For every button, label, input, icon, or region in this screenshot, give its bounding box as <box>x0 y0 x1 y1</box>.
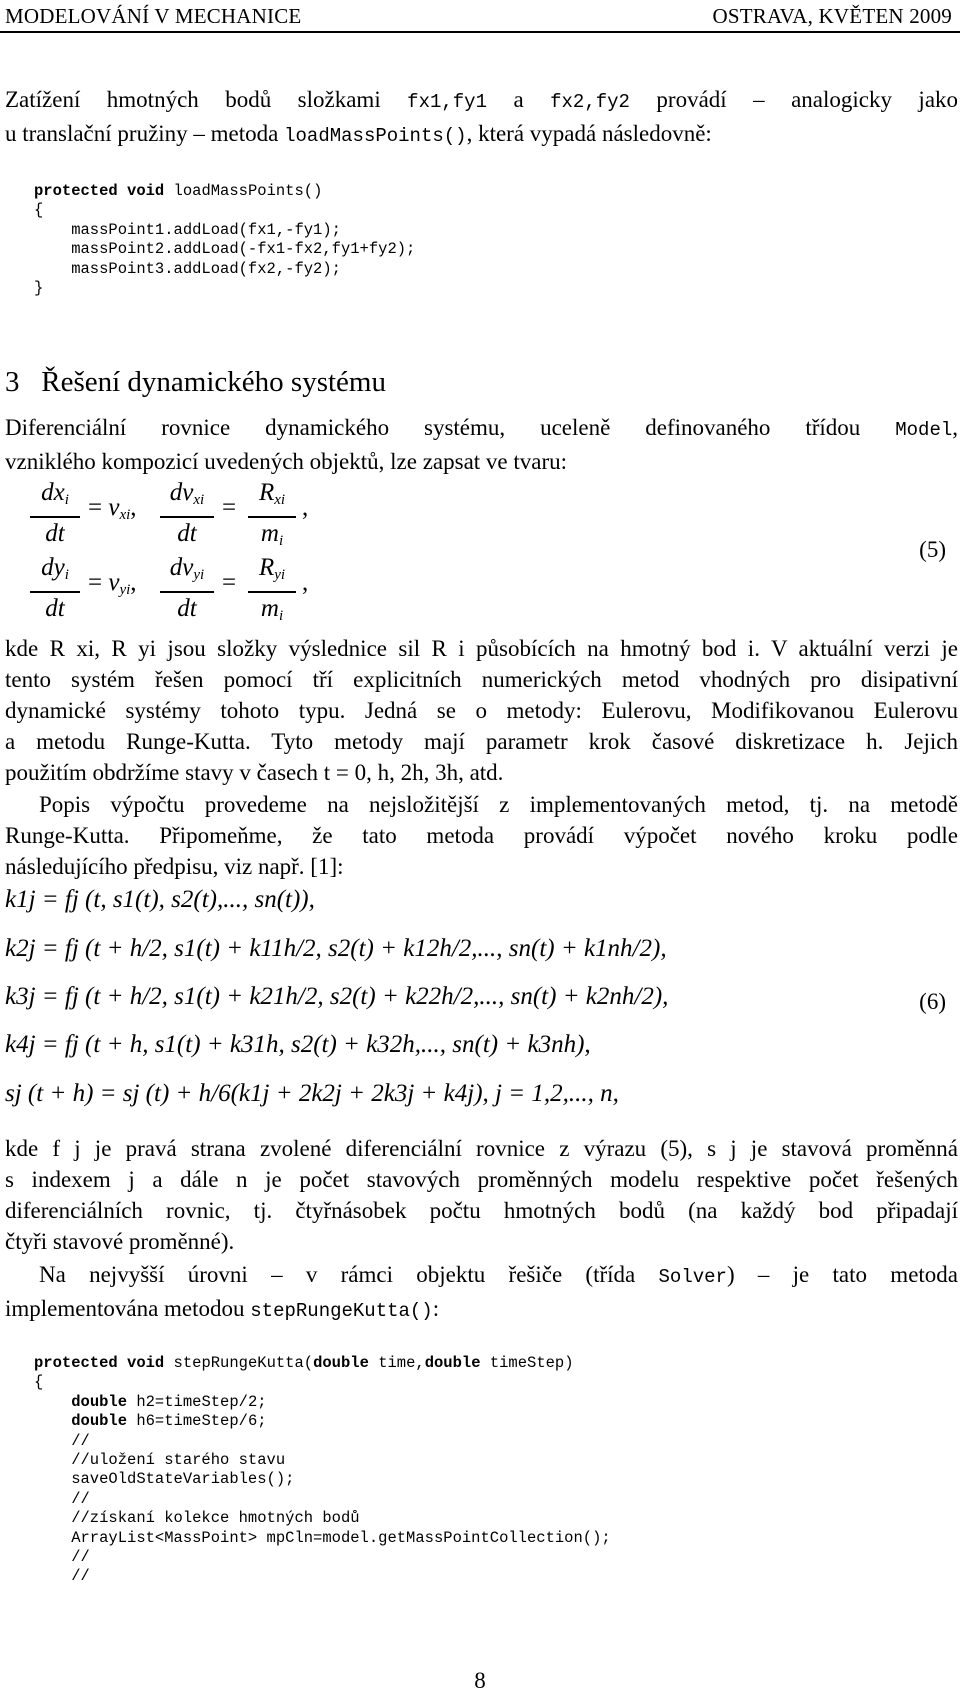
code-line: protected void stepRungeKutta(double time,double timeStep) <box>34 1354 574 1372</box>
para-text: , <box>952 415 958 440</box>
para-line: použitím obdržíme stavy v časech t = 0, h, 2h, 3h, atd. <box>5 760 504 785</box>
page-number: 8 <box>474 1668 486 1693</box>
para-text: : <box>432 1296 440 1321</box>
code-line: protected void loadMassPoints() <box>34 182 323 200</box>
para-line: Runge-Kutta. Připomeňme, že tato metoda provádí výpočet nového kroku podle <box>5 823 958 848</box>
code-line: ArrayList<MassPoint> mpCln=model.getMassPointCollection(); <box>34 1528 611 1547</box>
intro-text: a <box>513 87 524 112</box>
equation-number-6: (6) <box>919 989 946 1014</box>
code-line: massPoint1.addLoad(fx1,-fy1); <box>34 220 341 239</box>
para-line: dynamické systémy tohoto typu. Jedná se o metody: Eulerovu, Modifikovanou Eulerovu <box>5 698 958 723</box>
eq5-equals: = <box>222 569 237 596</box>
para-line: Popis výpočtu provedeme na nejsložitější z implementovaných metod, tj. na metodě <box>39 792 958 817</box>
section-number: 3 <box>5 366 20 398</box>
para-line <box>5 412 958 446</box>
code-line: // <box>34 1431 90 1450</box>
code-block-steprungekutta <box>34 1354 611 1587</box>
code-inline: stepRungeKutta() <box>250 1300 433 1322</box>
para-line: s indexem j a dále n je počet stavových proměnných modelu respektive počet řešených <box>5 1167 958 1192</box>
para-line: tento systém řešen pomocí tří explicitních numerických metod vhodných pro disipativní <box>5 667 958 692</box>
section-title: Řešení dynamického systému <box>41 366 386 398</box>
paragraph-solver <box>5 1259 958 1327</box>
code-inline: Solver <box>658 1266 727 1288</box>
header-right-text: OSTRAVA, KVĚTEN 2009 <box>712 4 952 28</box>
para-text: Na nejvyšší úrovni – v rámci objektu řešiče (třída <box>39 1262 636 1287</box>
eq5-comma: , <box>302 494 309 521</box>
intro-paragraph <box>5 84 958 152</box>
rk-line-5: sj (t + h) = sj (t) + h/6(k1j + 2k2j + 2k3j + k4j), j = 1,2,..., n, <box>5 1080 619 1107</box>
para-text: implementována metodou <box>5 1296 245 1321</box>
para-line: a metodu Runge-Kutta. Tyto metody mají parametr krok časové diskretizace h. Jejich <box>5 729 958 754</box>
section-heading <box>5 366 386 399</box>
para-line: kde f j je pravá strana zvolené diferenciální rovnice z výrazu (5), s j je stavová proměnná <box>5 1136 958 1161</box>
para-text: Diferenciální rovnice dynamického systému, uceleně definovaného třídou <box>5 415 861 440</box>
intro-line-1 <box>5 84 958 118</box>
paragraph-popis-vypoctu <box>5 789 958 882</box>
eq5-rhs-vyi: = $v_{yi}$, <box>88 569 137 598</box>
para-line: čtyři stavové proměnné). <box>5 1229 235 1254</box>
paragraph-kde-r <box>5 633 958 788</box>
fraction-dvyi-dt: $dv_{yi}$ dt <box>160 553 214 624</box>
rk-line-1: k1j = fj (t, s1(t), s2(t),..., sn(t)), <box>5 886 315 913</box>
intro-text: provádí <box>656 87 727 112</box>
code-line: saveOldStateVariables(); <box>34 1470 295 1489</box>
equations-intro-paragraph <box>5 412 958 477</box>
code-line: double h6=timeStep/6; <box>71 1412 267 1431</box>
code-line: massPoint2.addLoad(-fx1-fx2,fy1+fy2); <box>34 240 416 259</box>
running-header-right <box>713 4 953 29</box>
fraction-dxi-dt: $dx_i$ dt <box>30 478 80 549</box>
fraction-dyi-dt: $dy_i$ dt <box>30 553 80 624</box>
para-line <box>5 1293 958 1327</box>
intro-text: , která vypadá následovně: <box>466 121 712 146</box>
para-line <box>5 1259 958 1293</box>
code-line: // <box>34 1489 90 1508</box>
code-inline: fx2,fy2 <box>550 91 630 113</box>
code-line: // <box>34 1567 90 1586</box>
rk-line-3: k3j = fj (t + h/2, s1(t) + k21h/2, s2(t) + k22h/2,..., sn(t) + k2nh/2), <box>5 983 669 1010</box>
code-line: massPoint3.addLoad(fx2,-fy2); <box>34 259 341 278</box>
equation-number-5: (5) <box>919 537 946 562</box>
para-line: diferenciálních rovnic, tj. čtyřnásobek počtu hmotných bodů (na každý bod připadají <box>5 1198 958 1223</box>
eq5-comma: , <box>302 569 309 596</box>
code-inline: Model <box>895 419 953 441</box>
intro-line-2 <box>5 118 958 152</box>
intro-text: – <box>753 87 765 112</box>
code-line: } <box>34 279 44 298</box>
eq5-equals: = <box>222 494 237 521</box>
intro-text: Zatížení hmotných bodů složkami <box>5 87 381 112</box>
intro-text: u translační pružiny – metoda <box>5 121 279 146</box>
code-line: { <box>34 1373 44 1392</box>
running-header-left <box>5 4 301 29</box>
para-line: následujícího předpisu, viz např. [1]: <box>5 854 344 879</box>
para-text: ) – je tato metoda <box>726 1262 958 1287</box>
para-line: vzniklého kompozicí uvedených objektů, lze zapsat ve tvaru: <box>5 449 568 474</box>
rk-line-2: k2j = fj (t + h/2, s1(t) + k11h/2, s2(t) + k12h/2,..., sn(t) + k1nh/2), <box>5 935 667 962</box>
fraction-ryi-mi: $R_{yi}$ $m_i$ <box>248 553 296 631</box>
code-inline: loadMassPoints() <box>284 125 467 147</box>
intro-text: analogicky jako <box>791 87 959 112</box>
code-line: //uložení starého stavu <box>34 1451 286 1470</box>
eq5-rhs-vxi: = $v_{xi}$, <box>88 494 137 523</box>
fraction-dvxi-dt: $dv_{xi}$ dt <box>160 478 214 549</box>
code-inline: fx1,fy1 <box>407 91 487 113</box>
code-line: double h2=timeStep/2; <box>71 1392 267 1411</box>
header-rule <box>0 31 960 33</box>
code-line: //získaní kolekce hmotných bodů <box>34 1509 360 1528</box>
code-line: // <box>34 1548 90 1567</box>
code-line: { <box>34 201 44 220</box>
para-line: kde R xi, R yi jsou složky výslednice sil R i působících na hmotný bod i. V aktuální verzi je <box>5 636 958 661</box>
paragraph-kde-fj <box>5 1133 958 1257</box>
fraction-rxi-mi: $R_{xi}$ $m_i$ <box>248 478 296 556</box>
header-left-text: MODELOVÁNÍ V MECHANICE <box>5 4 302 28</box>
rk-line-4: k4j = fj (t + h, s1(t) + k31h, s2(t) + k32h,..., sn(t) + k3nh), <box>5 1031 591 1058</box>
code-block-loadmasspoints <box>34 182 415 298</box>
